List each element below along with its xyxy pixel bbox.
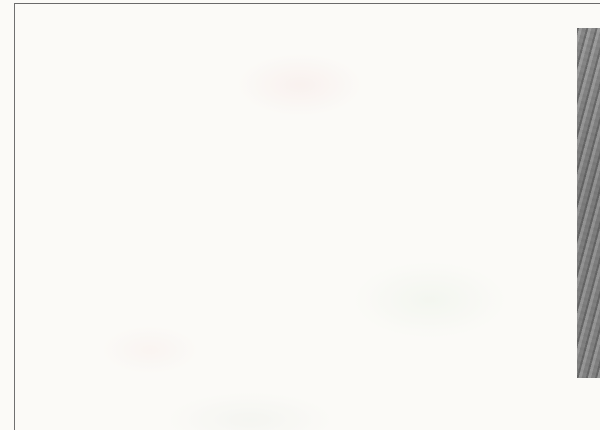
page-left-edge-line bbox=[14, 3, 15, 430]
scan-shadow-strip bbox=[577, 28, 600, 378]
page-top-edge-line bbox=[15, 3, 600, 4]
